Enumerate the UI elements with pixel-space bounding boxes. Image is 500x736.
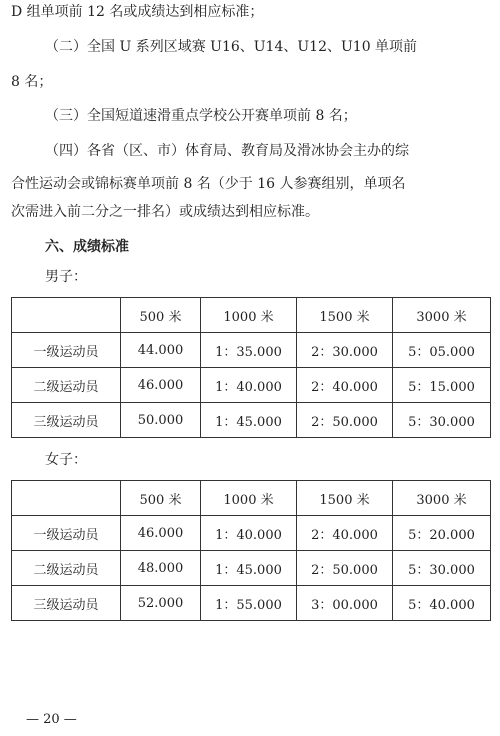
table-header-row xyxy=(12,481,491,516)
table-header-cell: 3000 米 xyxy=(393,481,491,516)
table-cell: 5：30.000 xyxy=(393,403,491,438)
table-cell: 1：40.000 xyxy=(201,516,297,551)
paragraph-line: （四）各省（区、市）体育局、教育局及滑冰协会主办的综 xyxy=(45,143,409,159)
table-cell: 2：50.000 xyxy=(297,403,393,438)
table-cell: 46.000 xyxy=(121,516,201,551)
table-cell: 5：20.000 xyxy=(393,516,491,551)
section-heading: 六、成绩标准 xyxy=(45,239,129,255)
table-header-cell: 1500 米 xyxy=(297,298,393,333)
table-cell: 2：40.000 xyxy=(297,516,393,551)
paragraph-line: （二）全国 U 系列区域赛 U16、U14、U12、U10 单项前 xyxy=(45,39,418,55)
table-cell: 48.000 xyxy=(121,551,201,586)
table-cell: 1：35.000 xyxy=(201,333,297,368)
table-cell: 5：40.000 xyxy=(393,586,491,621)
women-standards-table xyxy=(11,480,491,621)
paragraph-line: （三）全国短道速滑重点学校公开赛单项前 8 名； xyxy=(45,108,357,124)
table-header-cell: 500 米 xyxy=(121,481,201,516)
table-row-label: 二级运动员 xyxy=(12,551,121,586)
table-row-label: 二级运动员 xyxy=(12,368,121,403)
men-label: 男子： xyxy=(45,269,87,285)
page-number: — 20 — xyxy=(26,712,77,727)
paragraph-line: D 组单项前 12 名或成绩达到相应标准； xyxy=(11,4,264,20)
table-header-cell xyxy=(12,481,121,516)
women-label: 女子： xyxy=(45,452,87,468)
paragraph-line: 次需进入前二分之一排名）或成绩达到相应标准。 xyxy=(11,204,319,220)
paragraph-line: 合性运动会或锦标赛单项前 8 名（少于 16 人参赛组别，单项名 xyxy=(11,176,406,192)
table-cell: 2：30.000 xyxy=(297,333,393,368)
table-row-label: 三级运动员 xyxy=(12,403,121,438)
table-cell: 5：30.000 xyxy=(393,551,491,586)
table-header-cell xyxy=(12,298,121,333)
table-cell: 2：50.000 xyxy=(297,551,393,586)
table-cell: 50.000 xyxy=(121,403,201,438)
paragraph-line: 8 名； xyxy=(11,74,53,90)
table-header-cell: 1000 米 xyxy=(201,298,297,333)
table-cell: 1：40.000 xyxy=(201,368,297,403)
table-cell: 3：00.000 xyxy=(297,586,393,621)
table-header-cell: 3000 米 xyxy=(393,298,491,333)
table-row xyxy=(12,368,491,403)
table-row-label: 一级运动员 xyxy=(12,333,121,368)
table-cell: 5：05.000 xyxy=(393,333,491,368)
table-cell: 44.000 xyxy=(121,333,201,368)
table-cell: 5：15.000 xyxy=(393,368,491,403)
table-row xyxy=(12,333,491,368)
table-row xyxy=(12,551,491,586)
table-cell: 52.000 xyxy=(121,586,201,621)
table-cell: 1：45.000 xyxy=(201,403,297,438)
table-header-cell: 1500 米 xyxy=(297,481,393,516)
table-row xyxy=(12,516,491,551)
table-header-row xyxy=(12,298,491,333)
men-standards-table xyxy=(11,297,491,438)
table-row xyxy=(12,586,491,621)
table-cell: 2：40.000 xyxy=(297,368,393,403)
table-row xyxy=(12,403,491,438)
table-cell: 1：55.000 xyxy=(201,586,297,621)
table-header-cell: 1000 米 xyxy=(201,481,297,516)
table-row-label: 三级运动员 xyxy=(12,586,121,621)
table-cell: 46.000 xyxy=(121,368,201,403)
table-row-label: 一级运动员 xyxy=(12,516,121,551)
table-cell: 1：45.000 xyxy=(201,551,297,586)
table-header-cell: 500 米 xyxy=(121,298,201,333)
